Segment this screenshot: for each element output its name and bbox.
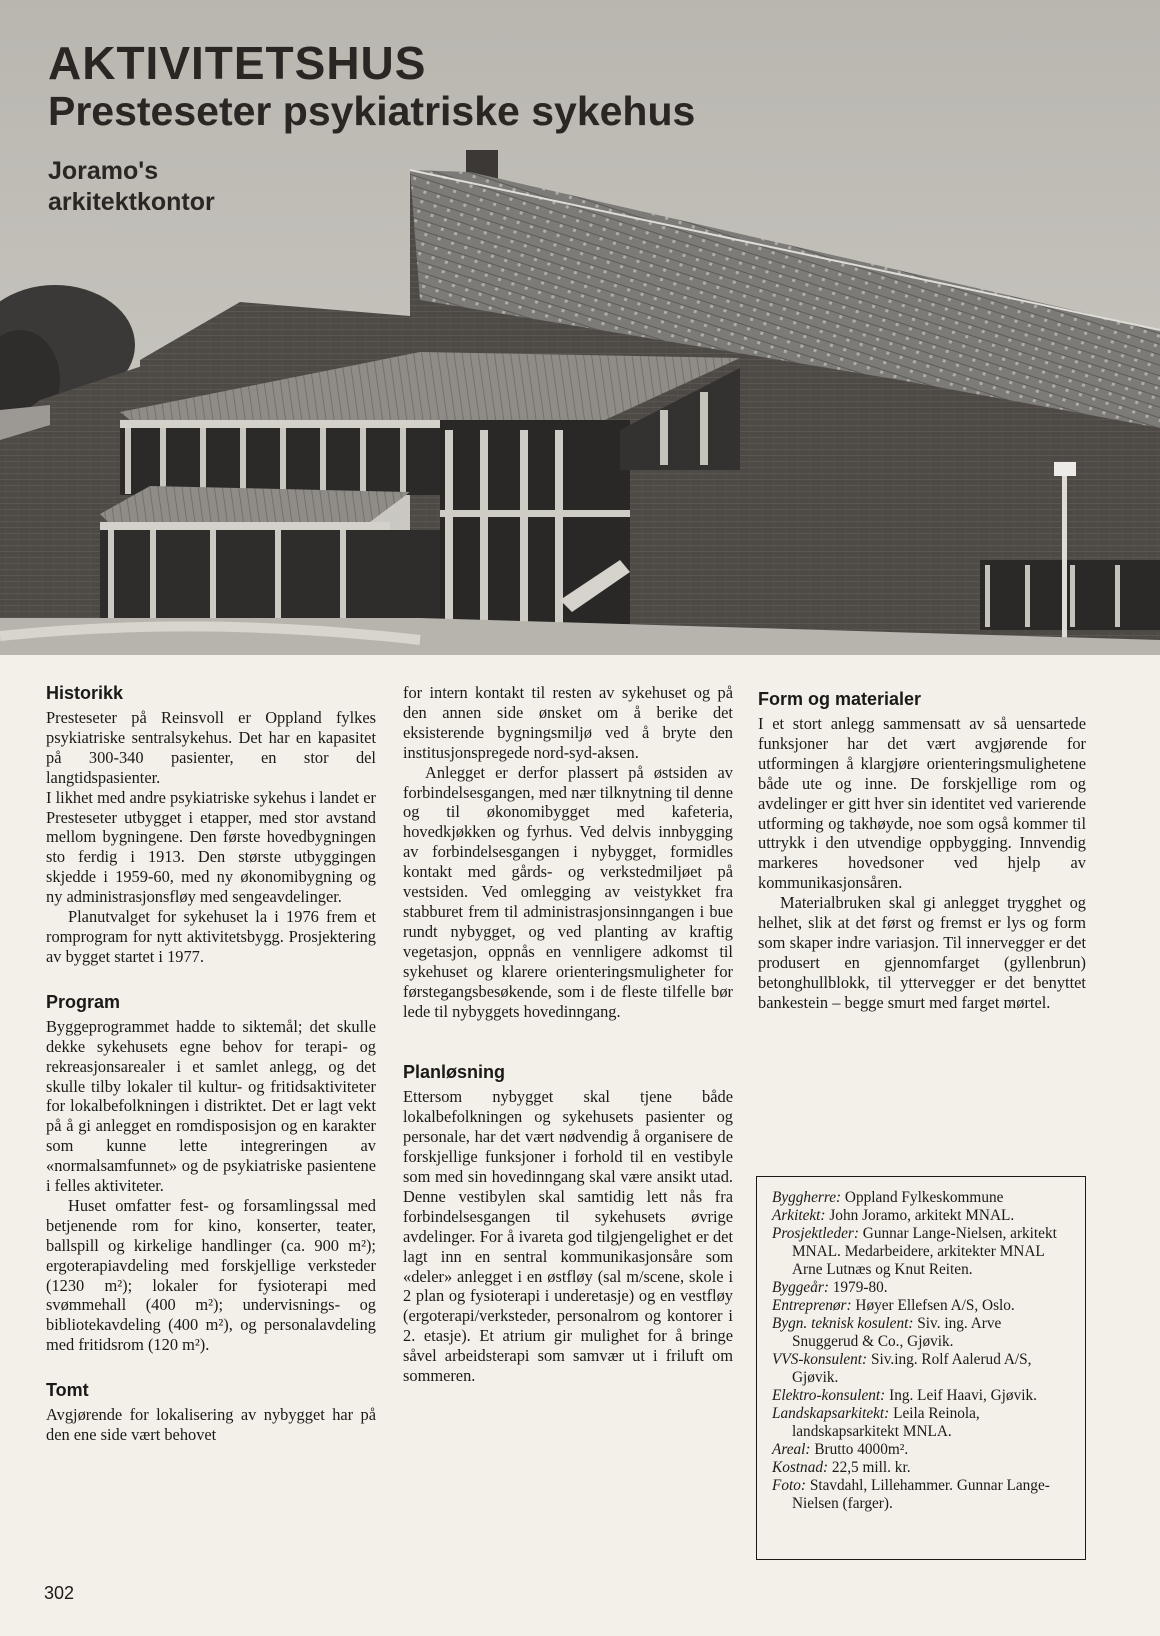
paragraph: Planutvalget for sykehuset la i 1976 frem et romprogram for nytt aktivitetsbygg. Prosjektering av bygget startet i 1977. [46,907,376,966]
credit-entry [772,1351,1071,1387]
credit-value: John Joramo, arkitekt MNAL. [829,1207,1015,1224]
article-header [48,38,695,218]
credit-label: Landskapsarkitekt: [772,1405,890,1422]
section-heading-historikk: Historikk [46,683,124,703]
paragraph: I likhet med andre psykiatriske sykehus i landet er Presteseter utbygget i etapper, med stor avstand mellom bygningene. Den første hovedbygningen sto ferdig i 1913. Den største utbyggingen skjedde i 1959-60, med ny økonomibygning og ny administrasjonsfløy med sengeavdelinger. [46,787,376,907]
credit-label: Byggeår: [772,1279,829,1296]
article-title: AKTIVITETSHUS [48,37,427,89]
paragraph: Anlegget er derfor plassert på østsiden av forbindelsesgangen, med nær tilknytning til denne og til økonomibygget med kafeteria, hovedkjøkken og fyrhus. Ved delvis innbygging av forbindelsesgangen i nybygget, formidles kontakt med gårds- og verkstedmiljøet på vestsiden. Ved omlegging av veistykket fra stabburet frem til administrasjonsinngangen i bue rundt nybygget, og ved planting av kraftig vegetasjon, oppnås en vennligere adkomst til sykehuset og klarere orienteringsmuligheter for førstegangsbesøkende, som i de fleste tilfelle bør lede til nybyggets hovedinngang. [403,762,733,1021]
credit-label: Foto: [772,1477,806,1494]
paragraph: Avgjørende for lokalisering av nybygget har på den ene side vært behovet [46,1405,376,1445]
architect-line-1: Joramo's [48,157,159,185]
credit-entry [772,1297,1071,1315]
credit-entry [772,1315,1071,1351]
credit-value: 1979-80. [832,1279,888,1296]
credit-label: Arkitekt: [772,1207,826,1224]
credit-label: Kostnad: [772,1459,829,1476]
paragraph: Huset omfatter fest- og forsamlingssal med betjenende rom for kino, konserter, teater, ballspill og kirkelige handlinger (ca. 900 m²); ergoterapiavdeling med forskjellige verksteder (1230 m²); lokaler for fysioterapi med svømmehall (400 m²); undervisnings- og bibliotekavdeling (400 m²), og personalavdeling med fritidsrom (120 m²). [46,1195,376,1355]
section-heading-program: Program [46,991,121,1012]
credit-label: Areal: [772,1441,811,1458]
paragraph: Materialbruken skal gi anlegget trygghet og helhet, slik at det først og fremst er lys og form som skaper indre variasjon. Til innervegger er det produsert en gjennomfarget (gyllenbrun) betonghullblokk, til yttervegger er det benyttet bankestein – begge smurt med farget mørtel. [758,893,1086,1012]
credit-label: Byggherre: [772,1189,842,1206]
text-column-2 [403,683,733,1386]
credit-value: Siv.ing. Rolf Aalerud A/S, Gjøvik. [792,1351,1032,1386]
section-heading-tomt: Tomt [46,1380,89,1401]
credit-label: Entreprenør: [772,1297,852,1314]
credit-value: Siv. ing. Arve Snuggerud & Co., Gjøvik. [792,1315,1002,1350]
credit-label: Prosjektleder: [772,1225,859,1242]
credit-label: Bygn. teknisk kosulent: [772,1315,914,1332]
paragraph: Byggeprogrammet hadde to siktemål; det skulle dekke sykehusets egne behov for terapi- og rekreasjonsarealer i et samlet anlegg, og det skulle tilby lokaler til kultur- og fritidsaktiviteter for lokalbefolkningen i distriktet. Det er lagt vekt på å gi anlegget en romdisposisjon og en karakter som kunne lette integreringen av «normalsamfunnet» og de psykiatriske pasientene i felles aktiviteter. [46,1016,376,1196]
credit-value: Brutto 4000m². [814,1441,909,1458]
credit-entry [772,1279,1071,1297]
article-subtitle: Presteseter psykiatriske sykehus [48,88,696,134]
credit-value: Ing. Leif Haavi, Gjøvik. [889,1387,1037,1404]
credit-value: Stavdahl, Lillehammer. Gunnar Lange-Nielsen (farger). [792,1477,1050,1512]
credit-value: Gunnar Lange-Nielsen, arkitekt MNAL. Medarbeidere, arkitekter MNAL Arne Lutnæs og Knut Reiten. [792,1225,1057,1278]
architect-line-2: arkitektkontor [48,188,215,216]
credit-value: Oppland Fylkeskommune [844,1189,1004,1206]
paragraph: Ettersom nybygget skal tjene både lokalbefolkningen og sykehusets pasienter og personale, har det vært nødvendig å organisere de forskjellige funksjoner i forhold til en vestibyle som med sin hovedinngang skal være ansikt utad. Denne vestibylen skal samtidig lett nås fra forbindelsesgangen til sykehusets øvrige avdelinger. For å ivareta god tilgjengelighet er det lagt inn en sentral kommunikasjonsåre som «deler» anlegget i en østfløy (sal m/scene, skole i 2 plan og fysioterapi i underetasje) og en vestfløy (ergoterapi/verksteder, personalrom og kontorer i 2. etasje). Et atrium gir mulighet for å bringe såvel arbeidsterapi som samvær ut i friluft om sommeren. [403,1087,733,1386]
credit-entry [772,1387,1071,1405]
credit-value: 22,5 mill. kr. [831,1459,911,1476]
credit-entry [772,1477,1071,1513]
credit-label: Elektro-konsulent: [772,1387,886,1404]
paragraph: I et stort anlegg sammensatt av så uensartede funksjoner har det vært avgjørende for utformingen å klargjøre orienteringsmulighetene både ute og inne. De forskjellige rom og avdelinger er gitt hver sin identitet ved varierende utforming og takhøyde, noe som også kommer til uttrykk i den utvendige oppbygging. Innvendig markeres hovedsoner ved hjelp av kommunikasjonsåren. [758,714,1086,893]
paragraph: for intern kontakt til resten av sykehuset og på den annen side ønsket om å berike det eksisterende bygningsmiljø ved å bryte den institusjonspregede nord-syd-aksen. [403,683,733,762]
credit-entry [772,1405,1071,1441]
section-heading-planlosning: Planløsning [403,1062,506,1083]
credit-value: Leila Reinola, landskapsarkitekt MNLA. [792,1405,980,1440]
text-column-1 [46,682,376,1445]
section-heading-form-og-materialer: Form og materialer [758,689,922,709]
credits-box [756,1176,1086,1560]
credit-entry [772,1225,1071,1279]
credit-entry [772,1441,1071,1459]
credit-value: Høyer Ellefsen A/S, Oslo. [855,1297,1015,1314]
paragraph: Presteseter på Reinsvoll er Oppland fylkes psykiatriske sentralsykehus. Det har en kapasitet på 300-340 pasienter, en stor del langtidspasienter. [46,708,376,787]
credit-entry [772,1189,1071,1207]
credit-label: VVS-konsulent: [772,1351,868,1368]
text-column-3 [758,688,1086,1013]
credit-entry [772,1207,1071,1225]
architect-credit [48,156,695,218]
page-number: 302 [44,1583,75,1603]
credit-entry [772,1459,1071,1477]
